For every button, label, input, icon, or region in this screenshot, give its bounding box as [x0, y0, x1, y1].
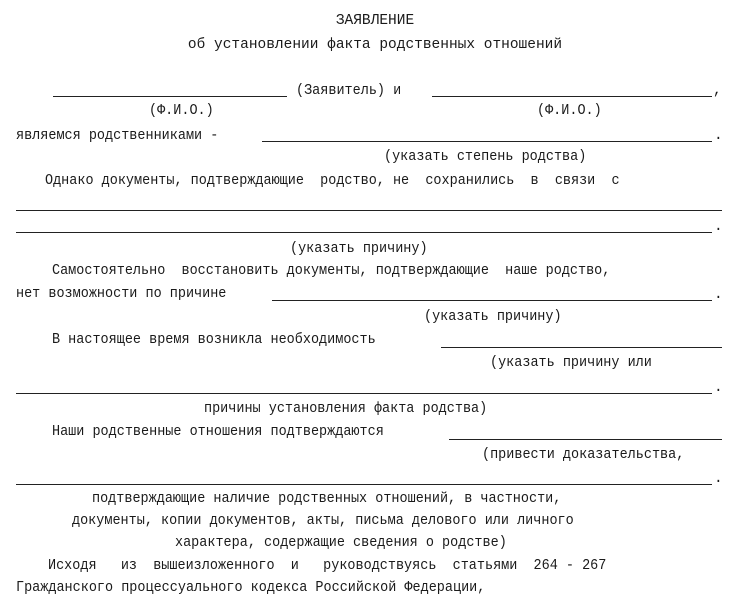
document-subtitle: об установлении факта родственных отношений — [187, 37, 563, 53]
impossibility-reason-field[interactable] — [272, 300, 712, 301]
evidence-field-line2[interactable] — [16, 484, 712, 485]
necessity-field[interactable] — [441, 347, 722, 348]
hint-reason: (указать причину) — [290, 241, 428, 257]
comma: , — [713, 83, 722, 99]
hint-reason-or: (указать причину или — [490, 355, 652, 371]
period: . — [714, 471, 723, 487]
fio-hint-right: (Ф.И.О.) — [537, 103, 602, 119]
need-text: В настоящее время возникла необходимость — [52, 332, 376, 348]
reason-field-line1[interactable] — [16, 210, 722, 211]
based-on-text: Исходя из вышеизложенного и руководствуясь статьями 264 - 267 — [48, 558, 607, 574]
hint-degree: (указать степень родства) — [384, 149, 587, 165]
hint-reason-or-cont: причины установления факта родства) — [204, 401, 488, 417]
relatives-text: являемся родственниками - — [16, 128, 219, 144]
hint-reason-2: (указать причину) — [424, 309, 562, 325]
no-possibility-text: нет возможности по причине — [16, 286, 227, 302]
evidence-cont-2: документы, копии документов, акты, письма делового или личного — [72, 513, 574, 529]
civil-code-text: Гражданского процессуального кодекса Российской Федерации, — [16, 580, 486, 596]
document-title: ЗАЯВЛЕНИЕ — [335, 13, 415, 29]
relative-name-field[interactable] — [432, 96, 712, 97]
hint-evidence: (привести доказательства, — [482, 447, 685, 463]
evidence-field[interactable] — [449, 439, 722, 440]
period: . — [714, 128, 723, 144]
applicant-label: (Заявитель) и — [296, 83, 402, 99]
confirmed-text: Наши родственные отношения подтверждаются — [52, 424, 384, 440]
fio-hint-left: (Ф.И.О.) — [149, 103, 214, 119]
necessity-field-line2[interactable] — [16, 393, 712, 394]
restore-text: Самостоятельно восстановить документы, подтверждающие наше родство, — [52, 263, 611, 279]
evidence-cont-3: характера, содержащие сведения о родстве) — [175, 535, 507, 551]
evidence-cont-1: подтверждающие наличие родственных отношений, в частности, — [92, 491, 562, 507]
relationship-degree-field[interactable] — [262, 141, 712, 142]
period: . — [714, 380, 723, 396]
however-text: Однако документы, подтверждающие родство, не сохранились в связи с — [45, 173, 620, 189]
reason-field-line2[interactable] — [16, 232, 712, 233]
period: . — [714, 287, 723, 303]
period: . — [714, 219, 723, 235]
applicant-name-field[interactable] — [53, 96, 287, 97]
